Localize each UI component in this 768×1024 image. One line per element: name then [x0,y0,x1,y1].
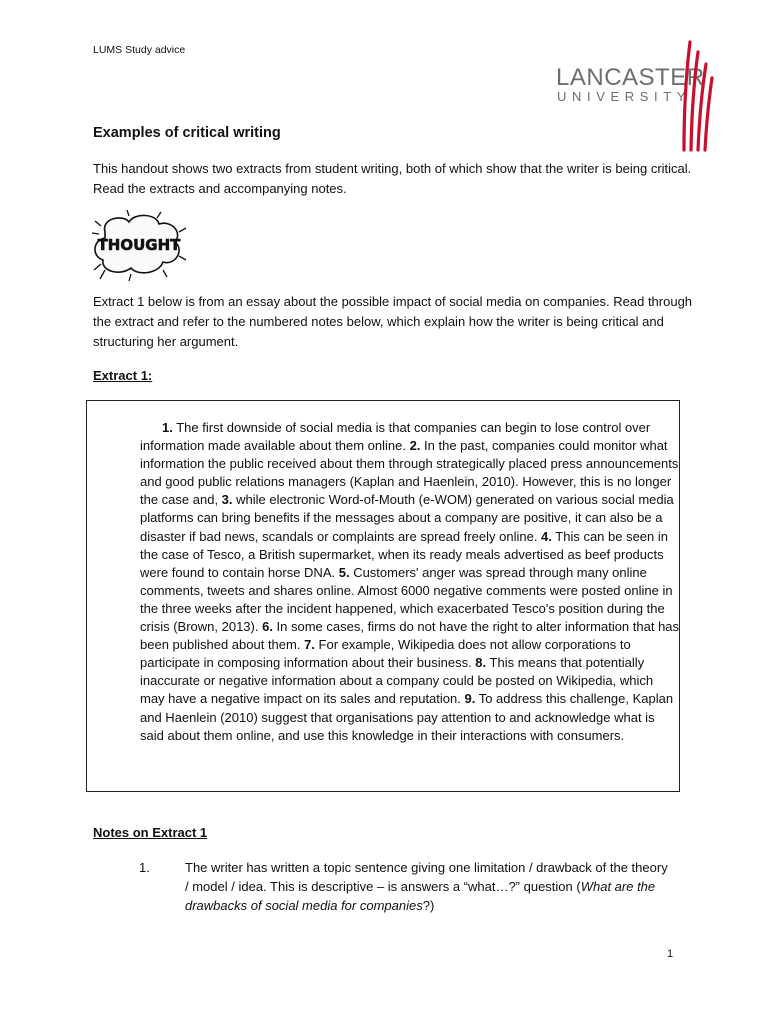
extract-sentence: In the past, companies could monitor what information the public received about them through strategically placed press announcements and good public relations managers (Kaplan and Haenlein, 2010). However, this is no longer the case and, [140,438,679,508]
extract-note-number: 4. [541,528,552,544]
thought-label: THOUGHT [97,236,181,254]
extract-1-text [140,419,680,745]
note-italic-question: What are the drawbacks of social media for companies [185,879,656,913]
lancaster-arches-icon [680,40,714,152]
logo-text-lancaster: LANCASTER [556,64,705,91]
note-text: The writer has written a topic sentence giving one limitation / drawback of the theory / model / idea. This is descriptive – is answers a “what…?” question (What are the drawbacks of social media for companies?) [185,860,668,913]
logo-text-university: UNIVERSITY [557,89,692,104]
extract-note-number: 7. [304,637,315,653]
extract-note-number: 6. [262,619,273,635]
extract-sentence: This can be seen in the case of Tesco, a British supermarket, when its ready meals advertised as beef products were found to contain horse DNA. [140,528,669,580]
header-text: LUMS Study advice [93,44,186,56]
notes-heading: Notes on Extract 1 [93,825,208,840]
extract-note-number: 8. [475,655,487,671]
extract-1-box [86,400,680,792]
thought-bubble-icon [91,210,187,282]
extract-note-number: 1. [162,420,173,435]
extract-intro-paragraph: Extract 1 below is from an essay about the possible impact of social media on companies. Read through the extract and refer to the numbered notes below, which explain how the writer is being critical and structuring her argument. [93,294,693,349]
extract-sentence: For example, Wikipedia does not allow corporations to participate in composing information about their business. [140,637,631,671]
extract-1-heading: Extract 1: [93,368,153,383]
page-title: Examples of critical writing [93,125,281,141]
extract-note-number: 5. [338,564,350,580]
extract-sentence: To address this challenge, Kaplan and Haenlein (2010) suggest that organisations pay attention to and acknowledge what is said about them online, and use this knowledge in their interactions with consumers. [140,691,674,743]
lancaster-university-logo [556,40,716,152]
extract-note-number: 2. [409,438,421,454]
note-number: 1. [139,860,150,875]
extract-sentence: In some cases, firms do not have the right to alter information that has been published about them. [140,619,680,653]
extract-sentence: Customers' anger was spread through many online comments, tweets and shares online. Almost 6000 negative comments were posted online in the three weeks after the incident happened, which exacerbated Tesco's position during the crisis (Brown, 2013). [140,564,673,635]
extract-note-number: 9. [464,691,476,707]
extract-sentence: The first downside of social media is that companies can begin to lose control over information made available about them online. [140,420,651,454]
extract-sentence: while electronic Word-of-Mouth (e-WOM) generated on various social media platforms can bring benefits if the messages about a company are positive, it can also be a disaster if bad news, scandals or complaints are spread freely online. [140,492,674,544]
extract-note-number: 3. [221,492,233,508]
extract-sentence: This means that potentially inaccurate or negative information about a company could be posted on Wikipedia, which may have a negative impact on its sales and reputation. [140,655,654,707]
page-number: 1 [667,948,674,960]
intro-paragraph: This handout shows two extracts from student writing, both of which show that the writer is being critical. Read the extracts and accompanying notes. [93,161,692,196]
